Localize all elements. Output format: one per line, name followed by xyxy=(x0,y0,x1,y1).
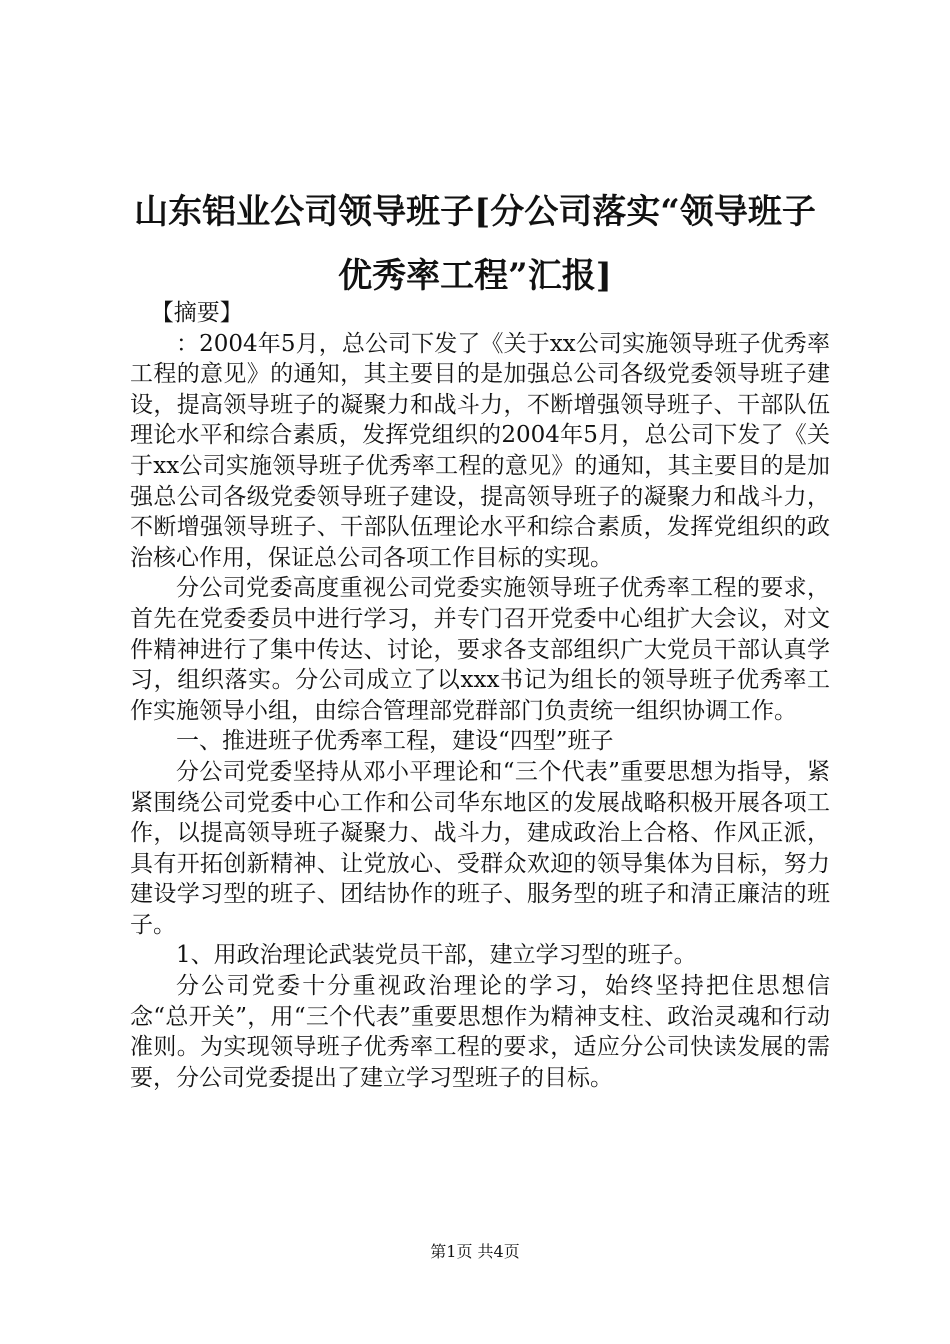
section-heading-1: 一、推进班子优秀率工程，建设“四型”班子 xyxy=(176,728,614,755)
document-title: 山东铝业公司领导班子[分公司落实“领导班子优秀率工程”汇报] xyxy=(134,192,816,296)
paragraph-subsection-1: 分公司党委十分重视政治理论的学习，始终坚持把住思想信念“总开关”，用“三个代表”重要思想作为精神支柱、政治灵魂和行动准则。为实现领导班子优秀率工程的要求，适应分公司快读发展的需要，分公司党委提出了建立学习型班子的目标。 xyxy=(130,973,830,1091)
paragraph-intro: 分公司党委高度重视公司党委实施领导班子优秀率工程的要求，首先在党委委员中进行学习，并专门召开党委中心组扩大会议，对文件精神进行了集中传达、讨论，要求各支部组织广大党员干部认真学习，组织落实。分公司成立了以xxx书记为组长的领导班子优秀率工作实施领导小组，由综合管理部党群部门负责统一组织协调工作。 xyxy=(130,575,830,724)
document-body xyxy=(130,298,830,1093)
subsection-heading-1: 1、用政治理论武装党员干部，建立学习型的班子。 xyxy=(176,942,697,969)
page-number-footer: 第1页 共4页 xyxy=(430,1242,520,1261)
abstract-label: 【摘要】 xyxy=(150,300,243,326)
paragraph-abstract: ：2004年5月，总公司下发了《关于xx公司实施领导班子优秀率工程的意见》的通知，其主要目的是加强总公司各级党委领导班子建设，提高领导班子的凝聚力和战斗力，不断增强领导班子、干部队伍理论水平和综合素质，发挥党组织的2004年5月，总公司下发了《关于xx公司实施领导班子优秀率工程的意见》的通知，其主要目的是加强总公司各级党委领导班子建设，提高领导班子的凝聚力和战斗力，不断增强领导班子、干部队伍理论水平和综合素质，发挥党组织的政治核心作用，保证总公司各项工作目标的实现。 xyxy=(130,330,830,571)
paragraph-section-1: 分公司党委坚持从邓小平理论和“三个代表”重要思想为指导，紧紧围绕公司党委中心工作和公司华东地区的发展战略积极开展各项工作，以提高领导班子凝聚力、战斗力，建成政治上合格、作风正派，具有开拓创新精神、让党放心、受群众欢迎的领导集体为目标，努力建设学习型的班子、团结协作的班子、服务型的班子和清正廉洁的班子。 xyxy=(130,758,830,938)
